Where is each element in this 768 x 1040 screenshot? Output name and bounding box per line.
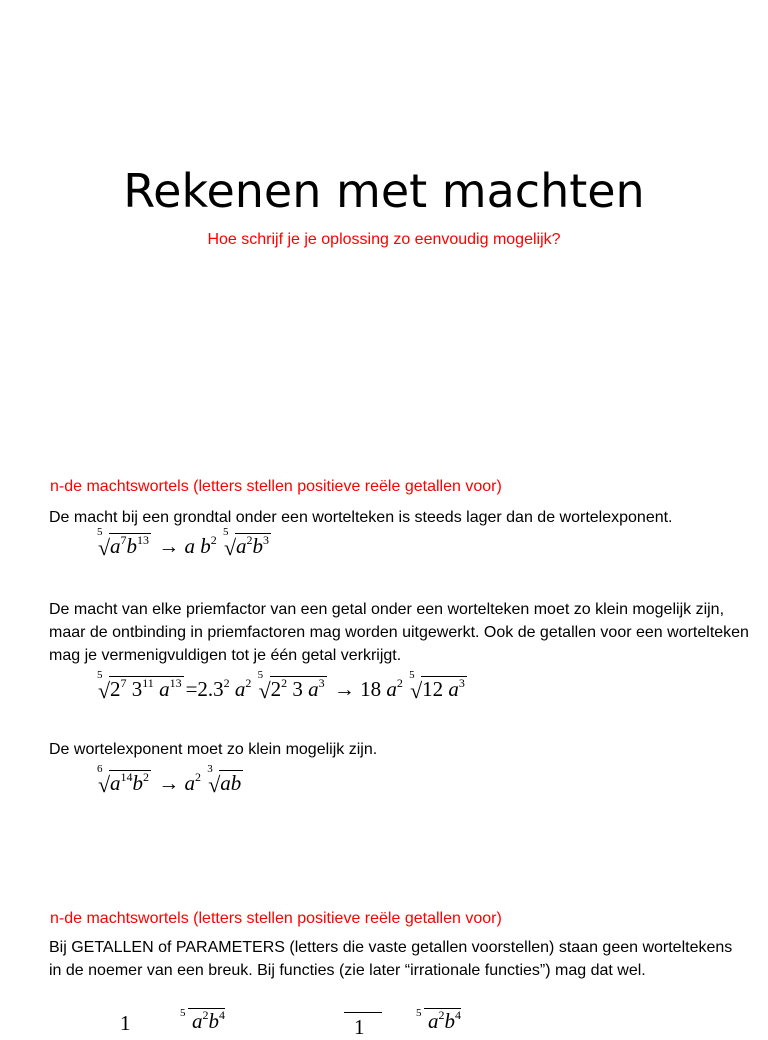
page-subtitle: Hoe schrijf je je oplossing zo eenvoudig mogelijk? [207,231,561,248]
rule-text-3: De wortelexponent moet zo klein mogelijk zijn. [49,741,378,758]
radical-1: 5 √ $a^7b^{13}$ [97,526,149,560]
formula-3: 6 √ $a^{14}b^2 \to a^2$ 3 √ ab [97,763,242,797]
rule-text-2: De macht van elke priemfactor van een getal onder een wortelteken moet zo klein mogelijk zijn, maar de ontbinding in priemfactoren mag worden uitgewerkt. Ook de getallen voor een wortelteken mag je vermenigvuldigen tot je één getal verkrijgt. [49,601,749,664]
radical-4: 5 √ $2^2$ 3 $a^3$ [257,669,325,703]
rule-text-4: Bij GETALLEN of PARAMETERS (letters die vaste getallen voorstellen) staan geen worteltekens in de noemer van een breuk. Bij functies (zie later “irrationale functies”) mag dat wel. [49,939,733,979]
formula-4-partial: 1 5 $a^2b^4$ 1 5 $a^2b^4$ [120,1007,461,1039]
radical-5: 5 √ 12 $a^3$ [409,669,465,703]
page-title: Rekenen met machten [123,164,645,218]
formula-2: 5 √ $2^7$ $3^{11}$ $a^{13} =2.3^2$ $a^2$ 5 √ $2^2$ 3 $a^3 \to 18$ $a^2$ 5 √ 12 $a^3$ [97,669,465,703]
arrow-icon: → [158,771,180,795]
formula-1: 5 √ $a^7b^{13} \to a$ $b^2$ 5 √ $a^2b^3$ [97,526,269,560]
radical-3: 5 √ $2^7$ $3^{11}$ $a^{13}$ [97,669,182,703]
rule-text-1: De macht bij een grondtal onder een wortelteken is steeds lager dan de wortelexponent. [49,509,673,526]
arrow-icon: → [158,534,180,558]
radical-6: 6 √ $a^{14}b^2$ [97,763,149,797]
radical-2: 5 √ $a^2b^3$ [223,526,269,560]
section-heading-1: n-de machtswortels (letters stellen positieve reële getallen voor) [50,478,502,495]
arrow-icon: → [333,677,355,701]
radical-7: 3 √ ab [207,763,242,797]
section-heading-2: n-de machtswortels (letters stellen positieve reële getallen voor) [50,910,502,927]
